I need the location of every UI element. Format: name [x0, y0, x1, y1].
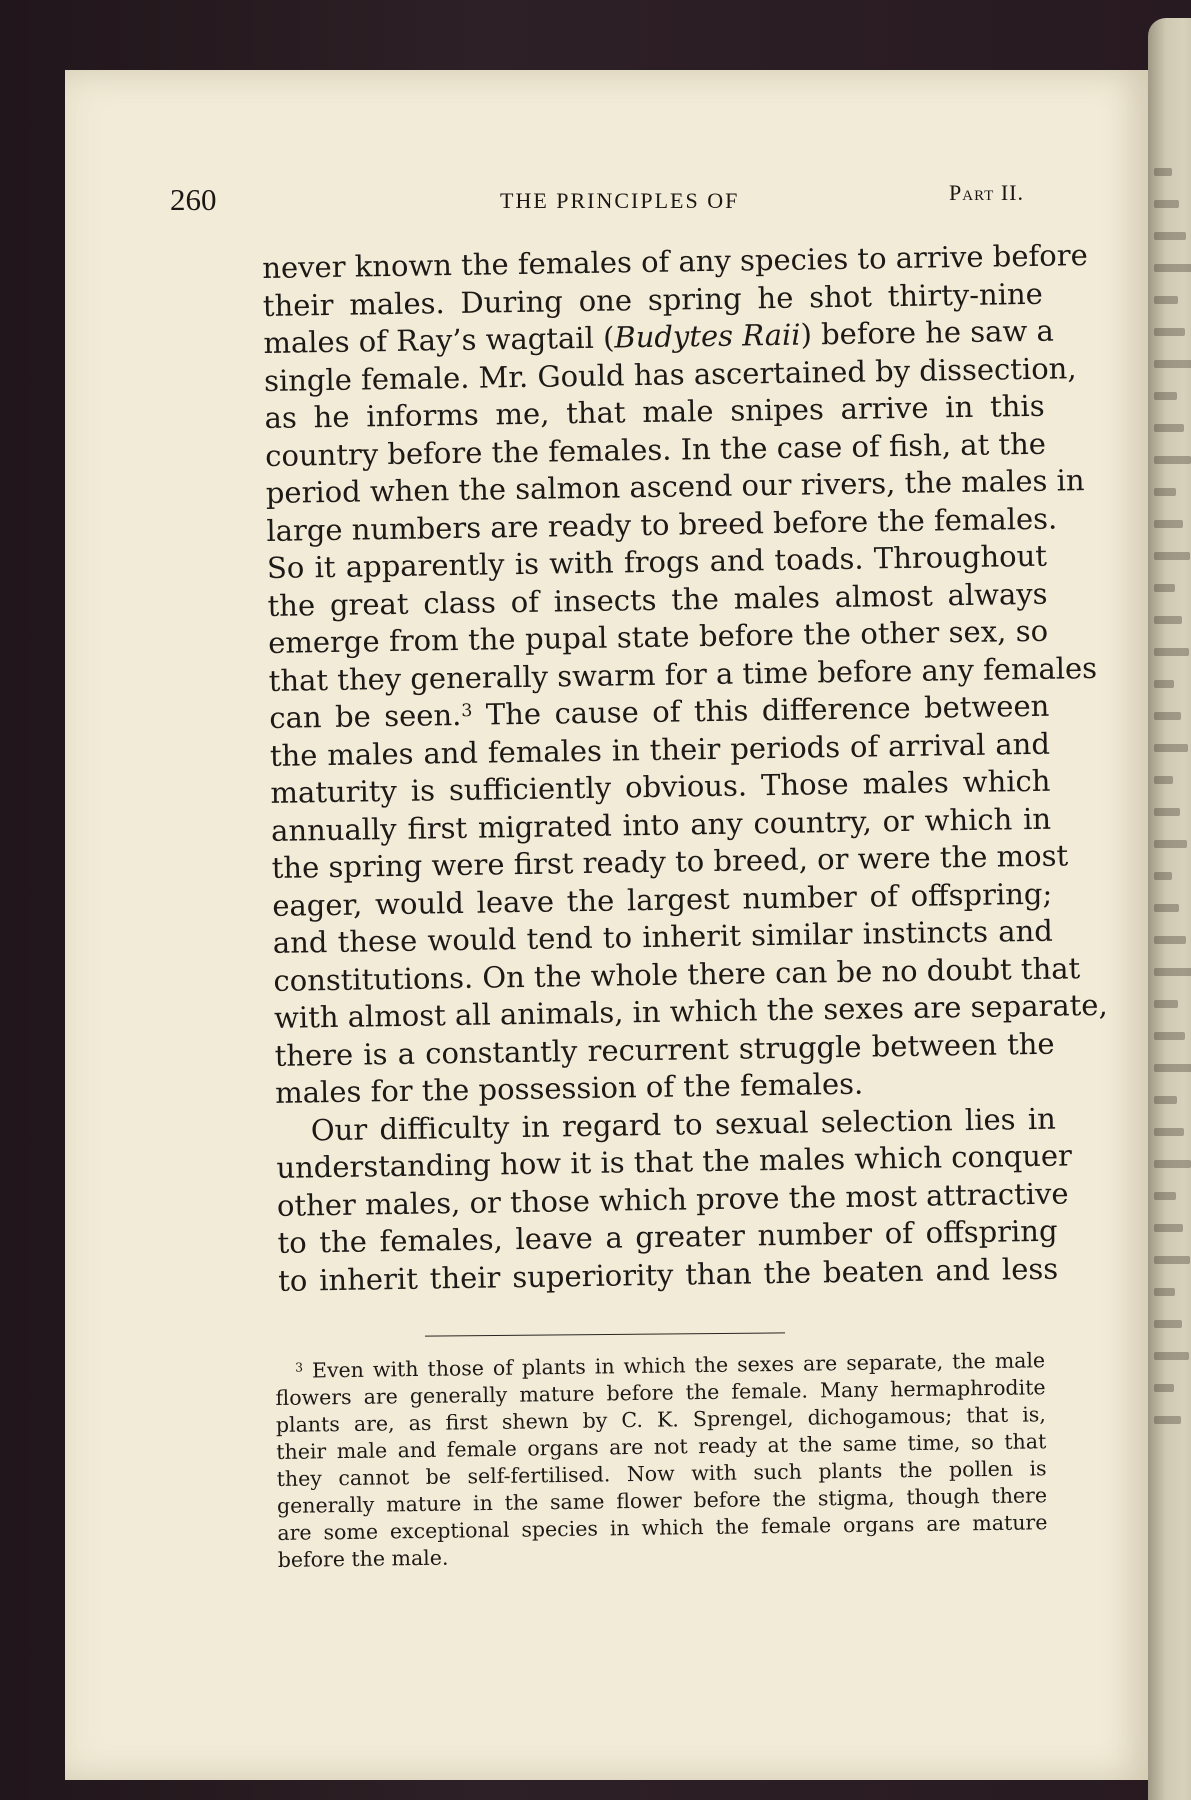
text-line: emerge from the pupal state before the other sex, so — [267, 613, 1049, 660]
page-bleed-mark — [1154, 1352, 1189, 1360]
text-line: the great class of insects the males almost always — [267, 576, 1048, 623]
page-number: 260 — [170, 182, 217, 217]
text-line: eager, would leave the largest number of offspring; — [272, 876, 1053, 923]
page-bleed-mark — [1154, 328, 1185, 336]
page-bleed-mark — [1154, 584, 1175, 592]
footnote-ref: 3 — [461, 701, 473, 722]
text-fragment: can be seen. — [269, 697, 462, 735]
page-bleed-mark — [1154, 1320, 1182, 1328]
page-bleed-mark — [1154, 1256, 1190, 1264]
footnote-line: before the male. — [277, 1545, 449, 1572]
text-line: single female. Mr. Gould has ascertained by dissection, — [263, 350, 1077, 398]
footnote-marker: 3 — [295, 1360, 304, 1375]
page-bleed-mark — [1154, 232, 1186, 240]
text-line: maturity is sufficiently obvious. Those males which — [270, 763, 1051, 810]
footnote-line: flowers are generally mature before the female. Many hermaphrodite — [275, 1375, 1046, 1410]
text-line: the males and females in their periods of arrival and — [269, 726, 1051, 773]
page-bleed-mark — [1154, 296, 1178, 304]
text-fragment: ) before he saw a — [800, 313, 1055, 352]
species-name: Budytes Raii — [614, 317, 801, 355]
page-bleed-mark — [1154, 1000, 1178, 1008]
text-line: that they generally swarm for a time before any females — [268, 650, 1098, 698]
text-line: period when the salmon ascend our rivers, the males in — [265, 463, 1085, 510]
text-fragment: Even with those of plants in which the sexes are separate, the male — [311, 1348, 1046, 1383]
footnote-line: their male and female organs are not ready at the same time, so that — [276, 1429, 1047, 1464]
text-line: So it apparently is with frogs and toads. Throughout — [266, 538, 1048, 585]
section-label: Part II. — [949, 180, 1024, 205]
text-line: their males. During one spring he shot thirty-nine — [262, 276, 1044, 323]
page-bleed-mark — [1154, 488, 1176, 496]
text-line: and these would tend to inherit similar instincts and — [272, 913, 1054, 960]
page-bleed-mark — [1154, 968, 1191, 976]
page-bleed-mark — [1154, 200, 1179, 208]
page-bleed-mark — [1154, 744, 1188, 752]
page-bleed-mark — [1154, 1384, 1174, 1392]
footnote-line: generally mature in the same flower before the stigma, though there — [276, 1483, 1048, 1518]
text-line: never known the females of any species to arrive before — [262, 238, 1088, 285]
body-text — [262, 238, 1108, 1300]
page-bleed-mark — [1154, 712, 1181, 720]
footnote-line: plants are, as first shewn by C. K. Sprengel, dichogamous; that is, — [275, 1402, 1047, 1437]
page-bleed-mark — [1154, 1128, 1184, 1136]
page-bleed-mark — [1154, 520, 1183, 528]
text-line: there is a constantly recurrent struggle between the — [274, 1026, 1055, 1073]
page-bleed-mark — [1154, 680, 1174, 688]
page-bleed-mark — [1154, 840, 1187, 848]
page-bleed-mark — [1154, 872, 1172, 880]
page-bleed-mark — [1154, 360, 1191, 368]
page-bleed-mark — [1154, 1288, 1175, 1296]
adjacent-page-edge — [1148, 18, 1191, 1800]
text-fragment: The cause of this difference between — [472, 688, 1050, 732]
text-line: country before the females. In the case of fish, at the — [264, 426, 1047, 473]
running-title: THE PRINCIPLES OF — [500, 188, 740, 213]
text-fragment: males of Ray’s wagtail ( — [263, 320, 615, 360]
page-bleed-mark — [1154, 936, 1186, 944]
text-line: understanding how it is that the males which conquer — [276, 1138, 1073, 1185]
page-bleed-mark — [1154, 808, 1180, 816]
page-bleed-mark — [1154, 1032, 1185, 1040]
text-line: to inherit their superiority than the beaten and less — [277, 1251, 1059, 1298]
page-bleed-mark — [1154, 1224, 1183, 1232]
page-bleed-mark — [1154, 264, 1191, 272]
text-line: annually first migrated into any country, or which in — [270, 801, 1052, 848]
footnote — [275, 1347, 1048, 1574]
page-bleed-mark — [1154, 648, 1189, 656]
footnote-line: are some exceptional species in which the female organs are mature — [277, 1510, 1048, 1545]
page-bleed-mark — [1154, 1416, 1181, 1424]
page-bleed-mark — [1154, 1064, 1191, 1072]
text-line: large numbers are ready to breed before the females. — [266, 501, 1058, 548]
text-line: constitutions. On the whole there can be no doubt that — [273, 950, 1081, 998]
page-bleed-mark — [1154, 1096, 1177, 1104]
text-line: to the females, leave a greater number of offspring — [277, 1213, 1058, 1260]
paragraph-start-line: Our difficulty in regard to sexual selection lies in — [310, 1101, 1057, 1147]
page-bleed-mark — [1154, 904, 1179, 912]
page-bleed-mark — [1154, 616, 1182, 624]
page-bleed-mark — [1154, 552, 1190, 560]
text-line: as he informs me, that male snipes arrive in this — [264, 388, 1045, 435]
page-bleed-mark — [1154, 1160, 1191, 1168]
page-bleed-mark — [1154, 392, 1177, 400]
text-line: the spring were first ready to breed, or were the most — [271, 838, 1069, 885]
page-bleed-mark — [1154, 424, 1184, 432]
paragraph-end-line: males for the possession of the females. — [274, 1066, 864, 1110]
page-header — [170, 180, 1030, 220]
text-line: with almost all animals, in which the sexes are separate, — [273, 987, 1108, 1035]
page-bleed-mark — [1154, 168, 1172, 176]
footnote-line: they cannot be self-fertilised. Now with such plants the pollen is — [276, 1456, 1047, 1491]
text-line: other males, or those which prove the most attractive — [276, 1175, 1069, 1223]
page-bleed-mark — [1154, 456, 1191, 464]
page-bleed-mark — [1154, 1192, 1176, 1200]
page-bleed-mark — [1154, 776, 1173, 784]
